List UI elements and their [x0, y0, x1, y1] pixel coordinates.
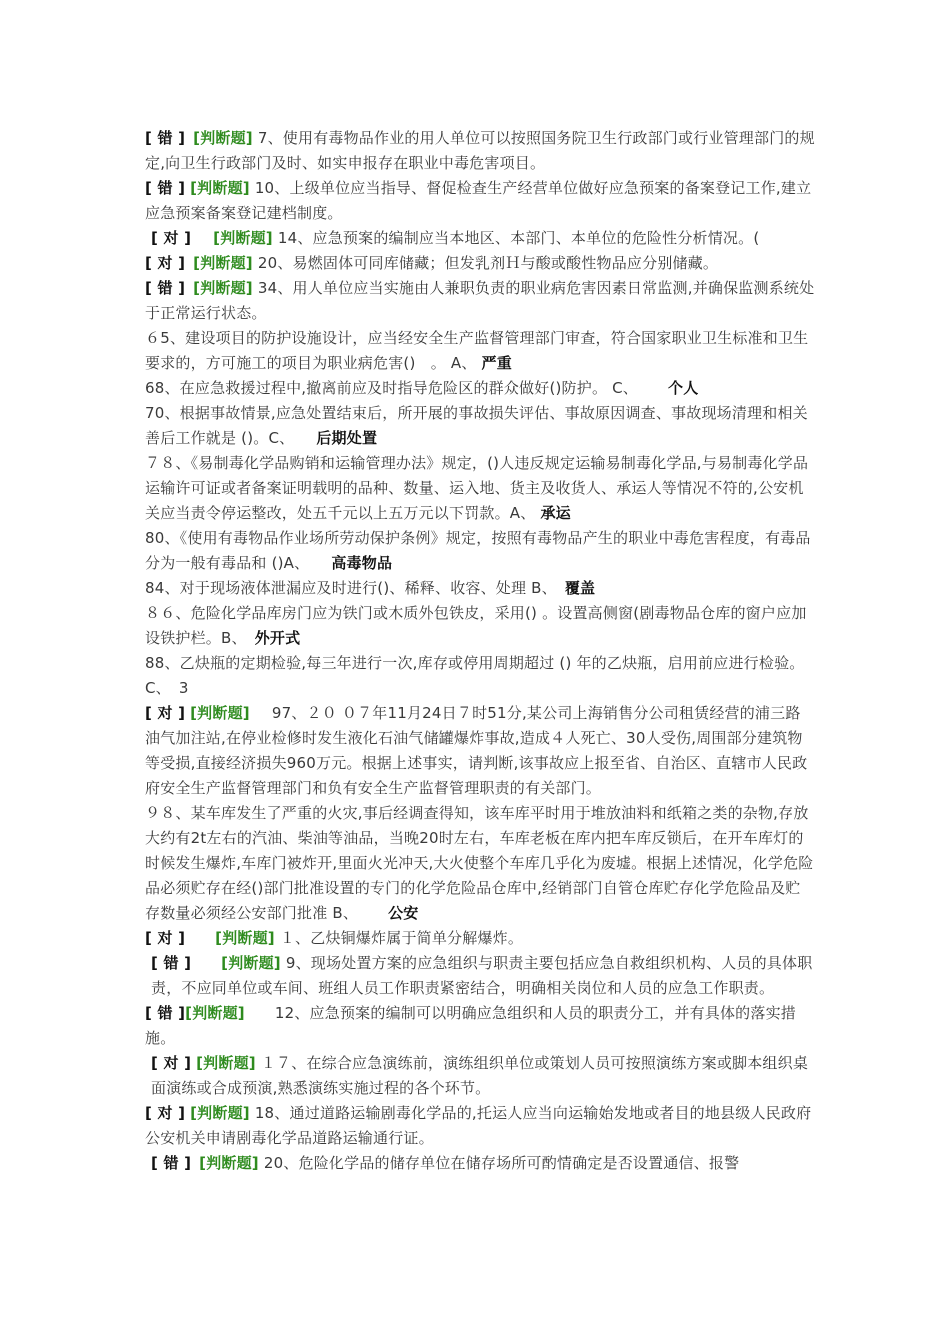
- answer-verdict: [ 错 ]: [145, 279, 186, 297]
- question-item: [145, 451, 815, 526]
- question-type-tag: [判断题]: [190, 1104, 250, 1122]
- question-text: ８６、危险化学品库房门应为铁门或木质外包铁皮，采用() 。设置高侧窗(剧毒物品仓库的窗户应加设铁护栏。B、: [145, 604, 807, 647]
- question-text: 80、《使用有毒物品作业场所劳动保护条例》规定，按照有毒物品产生的职业中毒危害程度，有毒品分为一般有毒品和 ()A、: [145, 529, 811, 572]
- answer-verdict: [ 对 ]: [145, 1104, 186, 1122]
- question-item: [145, 951, 815, 1001]
- question-text: ７８、《易制毒化学品购销和运输管理办法》规定，()人违反规定运输易制毒化学品,与易制毒化学品运输许可证或者备案证明载明的品种、数量、运入地、货主及收货人、承运人等情况不符的,公安机关应当责令停运整改，处五千元以上五万元以下罚款。A、: [145, 454, 809, 522]
- question-type-tag: [判断题]: [190, 179, 250, 197]
- question-item: [145, 601, 815, 651]
- question-item: [145, 526, 815, 576]
- question-type-tag: [判断题]: [190, 704, 250, 722]
- question-text: 70、根据事故情景,应急处置结束后，所开展的事故损失评估、事故原因调查、事故现场清理和相关善后工作就是 ()。C、: [145, 404, 808, 447]
- question-text: １７、在综合应急演练前，演练组织单位或策划人员可按照演练方案或脚本组织桌面演练或合成预演,熟悉演练实施过程的各个环节。: [151, 1054, 809, 1097]
- question-text: 9、现场处置方案的应急组织与职责主要包括应急自救组织机构、人员的具体职责，不应同单位或车间、班组人员工作职责紧密结合，明确相关岗位和人员的应急工作职责。: [151, 954, 813, 997]
- question-text: 68、在应急救援过程中,撤离前应及时指导危险区的群众做好()防护。 C、: [145, 379, 639, 397]
- question-text: １、乙炔铜爆炸属于简单分解爆炸。: [279, 929, 524, 947]
- question-item: [145, 326, 815, 376]
- question-type-tag: [判断题]: [185, 1004, 245, 1022]
- answer-verdict: [ 错 ]: [151, 954, 192, 972]
- question-text: 7、使用有毒物品作业的用人单位可以按照国务院卫生行政部门或行业管理部门的规定,向卫生行政部门及时、如实申报存在职业中毒危害项目。: [145, 129, 815, 172]
- question-item: [145, 401, 815, 451]
- question-text: 34、用人单位应当实施由人兼职负责的职业病危害因素日常监测,并确保监测系统处于正常运行状态。: [145, 279, 815, 322]
- question-text: 12、应急预案的编制可以明确应急组织和人员的职责分工，并有具体的落实措施。: [145, 1004, 796, 1047]
- answer-text: 承运: [540, 504, 571, 522]
- question-text: ６5、建设项目的防护设施设计，应当经安全生产监督管理部门审查，符合国家职业卫生标准和卫生要求的，方可施工的项目为职业病危害() 。 A、: [145, 329, 809, 372]
- question-item: [145, 651, 815, 701]
- question-item: [145, 226, 815, 251]
- question-type-tag: [判断题]: [199, 1154, 259, 1172]
- document-page: [145, 126, 815, 1176]
- question-type-tag: [判断题]: [196, 1054, 256, 1072]
- answer-verdict: [ 对 ]: [151, 1054, 192, 1072]
- answer-text: 个人: [668, 379, 699, 397]
- answer-verdict: [ 对 ]: [145, 254, 186, 272]
- question-item: [145, 1051, 815, 1101]
- answer-text: 后期处置: [316, 429, 378, 447]
- question-item: [145, 1101, 815, 1151]
- answer-verdict: [ 错 ]: [145, 179, 186, 197]
- answer-verdict: [ 对 ]: [145, 704, 186, 722]
- question-type-tag: [判断题]: [193, 129, 253, 147]
- question-type-tag: [判断题]: [221, 954, 281, 972]
- question-item: [145, 251, 815, 276]
- question-item: [145, 801, 815, 926]
- answer-verdict: [ 错 ]: [151, 1154, 192, 1172]
- question-item: [145, 376, 815, 401]
- question-text: 18、通过道路运输剧毒化学品的,托运人应当向运输始发地或者目的地县级人民政府公安机关申请剧毒化学品道路运输通行证。: [145, 1104, 812, 1147]
- answer-verdict: [ 对 ]: [145, 929, 186, 947]
- answer-text: 公安: [388, 904, 419, 922]
- question-text: 84、对于现场液体泄漏应及时进行()、稀释、收容、处理 B、: [145, 579, 557, 597]
- question-item: [145, 701, 815, 801]
- answer-text: 严重: [481, 354, 512, 372]
- question-text: 97、２０ ０７年11月24日７时51分,某公司上海销售分公司租赁经营的浦三路油气加注站,在停业检修时发生液化石油气储罐爆炸事故,造成４人死亡、30人受伤,周围部分建筑物等受损,直接经济损失960万元。根据上述事实，请判断,该事故应上报至省、自治区、直辖市人民政府安全生产监督管理部门和负有安全生产监督管理职责的有关部门。: [145, 704, 808, 797]
- answer-verdict: [ 对 ]: [151, 229, 192, 247]
- answer-text: 覆盖: [564, 579, 596, 597]
- question-text: ９８、某车库发生了严重的火灾,事后经调查得知，该车库平时用于堆放油料和纸箱之类的杂物,存放大约有2t左右的汽油、柴油等油品，当晚20时左右，车库老板在库内把车库反锁后，在开车库灯的时候发生爆炸,车库门被炸开,里面火光冲天,大火使整个车库几乎化为废墟。根据上述情况，化学危险品必须贮存在经()部门批准设置的专门的化学危险品仓库中,经销部门自管仓库贮存化学危险品及贮存数量必须经公安部门批准 B、: [145, 804, 814, 922]
- question-text: 14、应急预案的编制应当本地区、本部门、本单位的危险性分析情况。(: [277, 229, 760, 247]
- question-item: [145, 576, 815, 601]
- answer-text: 高毒物品: [331, 554, 393, 572]
- question-item: [145, 176, 815, 226]
- question-text: 10、上级单位应当指导、督促检查生产经营单位做好应急预案的备案登记工作,建立应急预案备案登记建档制度。: [145, 179, 812, 222]
- answer-text: 外开式: [254, 629, 301, 647]
- question-item: [145, 276, 815, 326]
- question-type-tag: [判断题]: [215, 929, 275, 947]
- question-item: [145, 926, 815, 951]
- question-item: [145, 1001, 815, 1051]
- question-text: 20、易燃固体可同库储藏；但发乳剂Ｈ与酸或酸性物品应分别储藏。: [257, 254, 719, 272]
- question-text: 20、危险化学品的储存单位在储存场所可酌情确定是否设置通信、报警: [263, 1154, 740, 1172]
- answer-text: 3: [178, 679, 189, 697]
- question-type-tag: [判断题]: [193, 279, 253, 297]
- answer-verdict: [ 错 ]: [145, 1004, 186, 1022]
- question-text: 88、乙炔瓶的定期检验,每三年进行一次,库存或停用周期超过 () 年的乙炔瓶，启用前应进行检验。 C、: [145, 654, 805, 697]
- question-item: [145, 1151, 815, 1176]
- question-type-tag: [判断题]: [193, 254, 253, 272]
- answer-verdict: [ 错 ]: [145, 129, 186, 147]
- question-item: [145, 126, 815, 176]
- question-type-tag: [判断题]: [213, 229, 273, 247]
